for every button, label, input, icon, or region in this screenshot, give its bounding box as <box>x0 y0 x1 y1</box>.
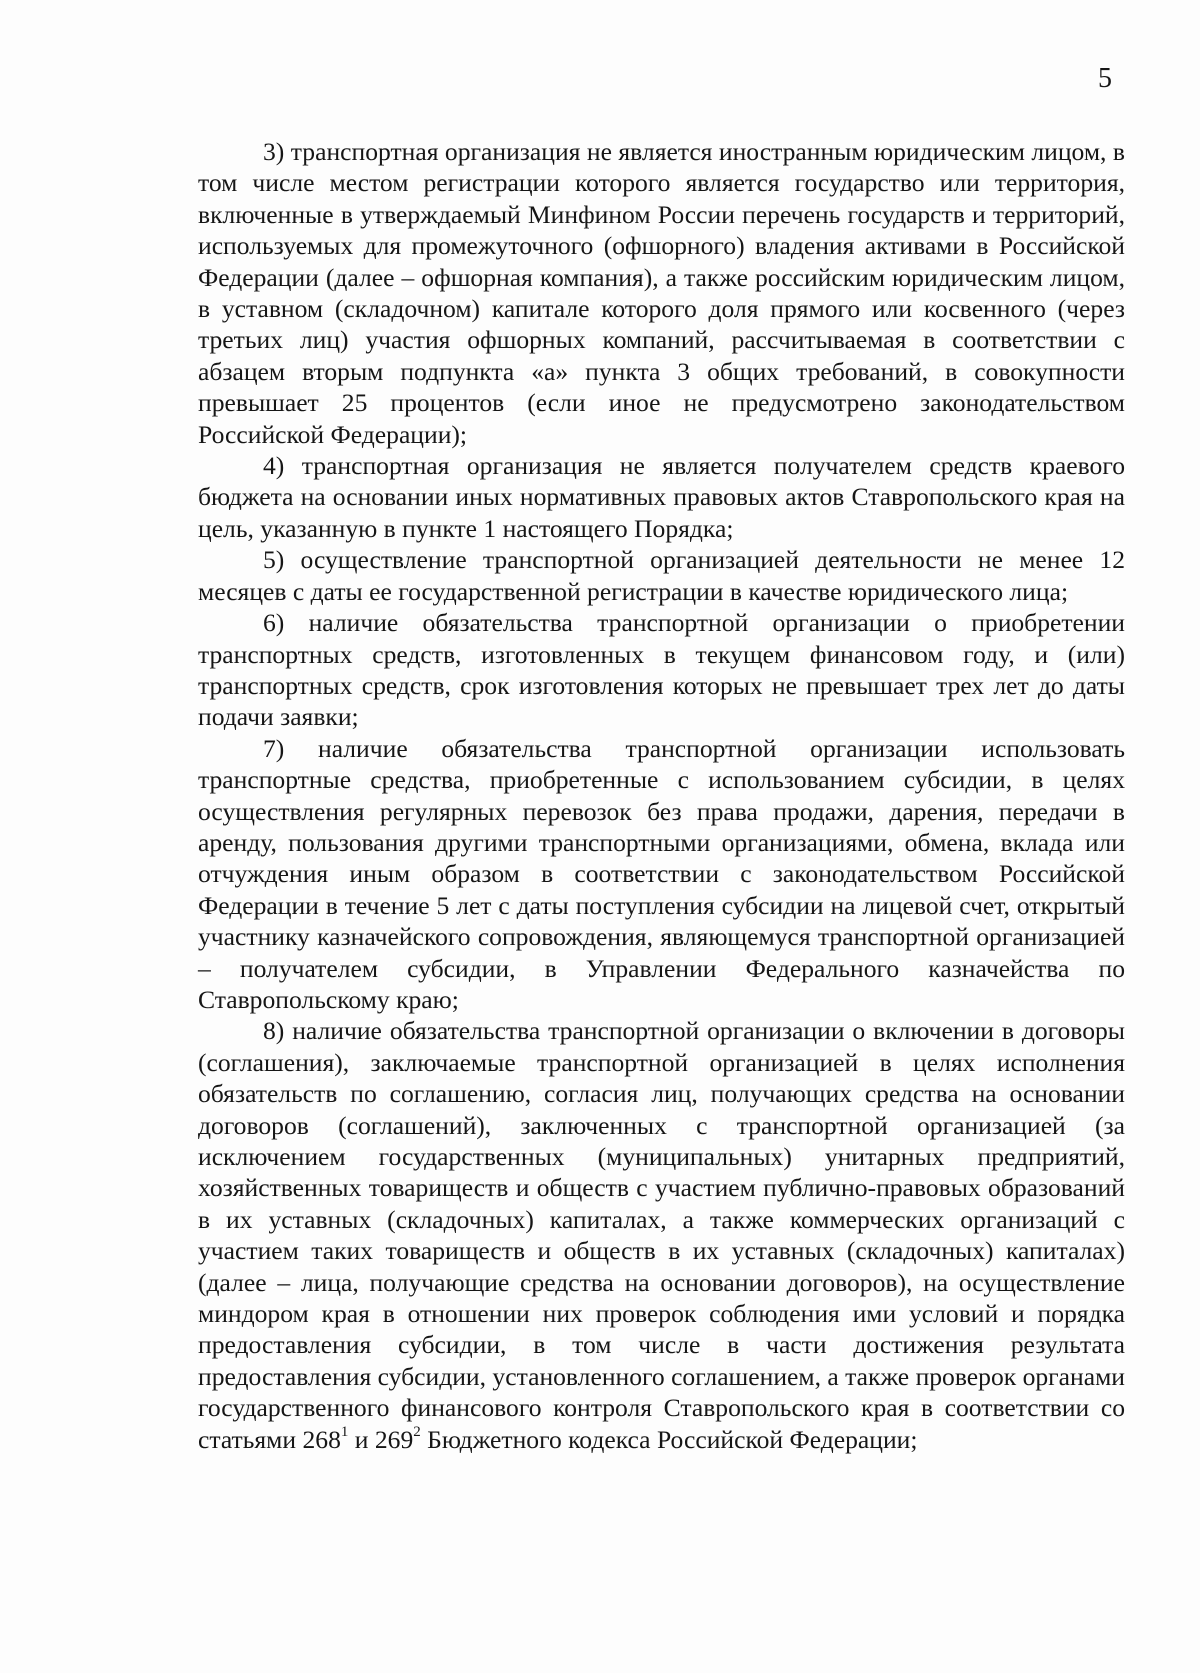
article-superscript-2: 2 <box>413 1424 421 1441</box>
paragraph-item-4: 4) транспортная организация не является получателем средств краевого бюджета на основании иных нормативных правовых актов Ставропольского края на цель, указанную в пункте 1 настоящего Порядка; <box>198 451 1125 543</box>
article-reference-269: 269 <box>374 1424 414 1454</box>
conjunction-text: и <box>348 1424 375 1454</box>
article-superscript-1: 1 <box>340 1424 349 1441</box>
document-body <box>198 136 1125 1455</box>
paragraph-item-8-text: 8) наличие обязательства транспортной организации о включении в договоры (соглашения), заключаемые транспортной организацией в целях исполнения обязательств по соглашению, согласия лиц, получающих средства на основании договоров (соглашений), заключенных с транспортной организацией (за исключением государственных (муниципальных) унитарных предприятий, хозяйственных товариществ и обществ с участием публично-правовых образований в их уставных (складочных) капиталах, а также коммерческих организаций с участием таких товариществ и обществ в их уставных (складочных) капиталах) (далее – лица, получающие средства на основании договоров), на осуществление миндором края в отношении них проверок соблюдения ими условий и порядка предоставления субсидии, в том числе в части достижения результата предоставления субсидии, установленного соглашением, а также проверок органами государственного финансового контроля Ставропольского края в соответствии со статьями <box>198 1016 1125 1454</box>
paragraph-item-8-ending: Бюджетного кодекса Российской Федерации; <box>420 1424 918 1454</box>
article-reference-268: 268 <box>302 1424 341 1454</box>
paragraph-item-6: 6) наличие обязательства транспортной организации о приобретении транспортных средств, изготовленных в текущем финансовом году, и (или) транспортных средств, срок изготовления которых не превышает трех лет до даты подачи заявки; <box>198 608 1125 732</box>
paragraph-item-7: 7) наличие обязательства транспортной организации использовать транспортные средства, приобретенные с использованием субсидии, в целях осуществления регулярных перевозок без права продажи, дарения, передачи в аренду, пользования другими транспортными организациями, обмена, вклада или отчуждения иным образом в соответствии с законодательством Российской Федерации в течение 5 лет с даты поступления субсидии на лицевой счет, открытый участнику казначейского сопровождения, являющемуся транспортной организацией – получателем субсидии, в Управлении Федерального казначейства по Ставропольскому краю; <box>198 733 1125 1014</box>
paragraph-item-3: 3) транспортная организация не является иностранным юридическим лицом, в том числе местом регистрации которого является государство или территория, включенные в утверждаемый Минфином России перечень государств и территорий, используемых для промежуточного (офшорного) владения активами в Российской Федерации (далее – офшорная компания), а также российским юридическим лицом, в уставном (складочном) капитале которого доля прямого или косвенного (через третьих лиц) участия офшорных компаний, рассчитываемая в соответствии с абзацем вторым подпункта «а» пункта 3 общих требований, в совокупности превышает 25 процентов (если иное не предусмотрено законодательством Российской Федерации); <box>198 137 1125 449</box>
page-number: 5 <box>1098 63 1112 94</box>
paragraph-item-5: 5) осуществление транспортной организацией деятельности не менее 12 месяцев с даты ее государственной регистрации в качестве юридического лица; <box>198 545 1125 606</box>
paragraph-item-8 <box>198 1015 1125 1455</box>
